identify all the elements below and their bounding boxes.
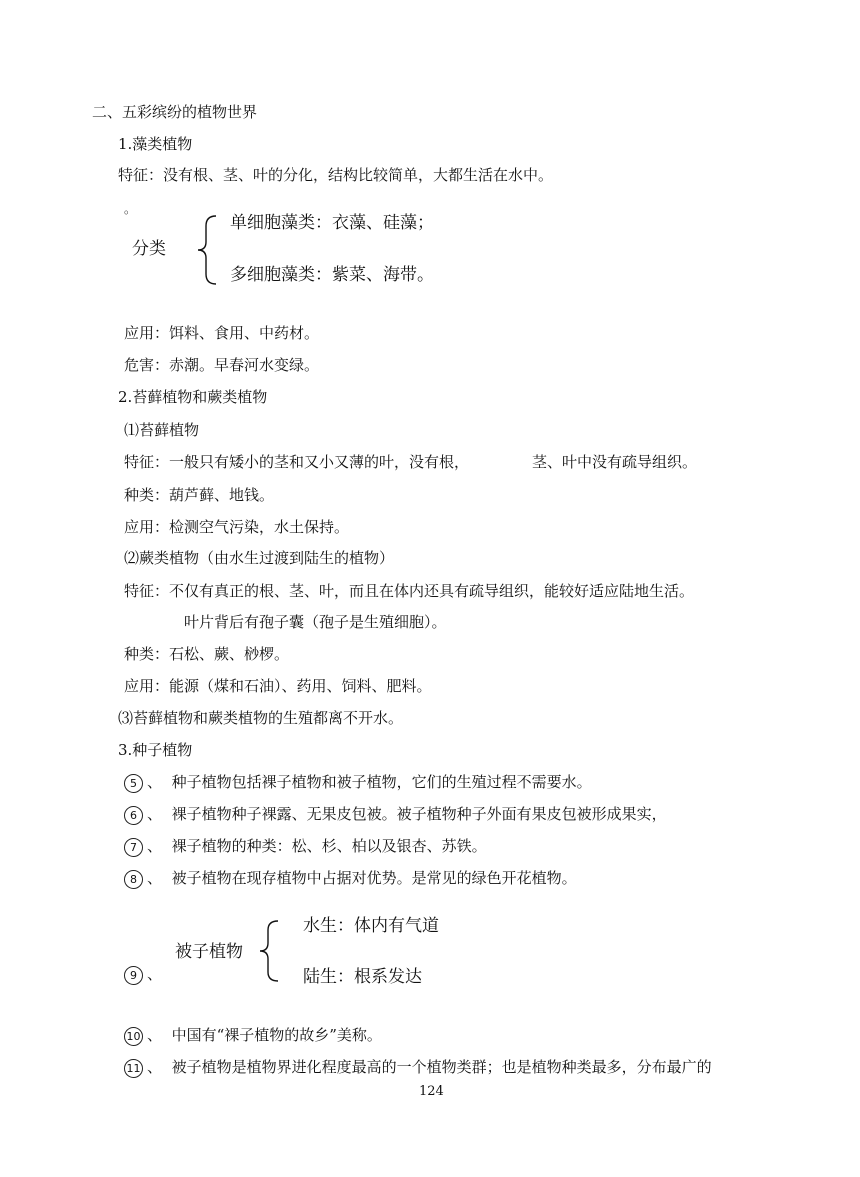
page-number: 124 (419, 1084, 444, 1099)
fern-feature: 特征：不仅有真正的根、茎、叶，而且在体内还具有疏导组织，能较好适应陆地生活。 (124, 582, 695, 600)
algae-feature: 特征：没有根、茎、叶的分化，结构比较简单，大都生活在水中。 (118, 166, 554, 184)
fern-kinds: 种类：石松、蕨、桫椤。 (124, 645, 290, 663)
moss-kinds: 种类：葫芦藓、地钱。 (124, 486, 275, 504)
fern-heading: ⑵蕨类植物（由水生过渡到陆生的植物） (124, 549, 395, 567)
algae-harm: 危害：赤潮。早春河水变绿。 (124, 356, 320, 374)
item-text: 种子植物包括裸子植物和被子植物，它们的生殖过程不需要水。 (171, 773, 592, 791)
list-item: 11 、 被子植物是植物界进化程度最高的一个植物类群；也是植物种类最多，分布最广的 (124, 1058, 712, 1078)
fern-feature-cont: 叶片背后有孢子囊（孢子是生殖细胞）。 (184, 613, 447, 631)
moss-feature-cont: 茎、叶中没有疏导组织。 (532, 453, 698, 471)
list-item: 6 、 裸子植物种子裸露、无果皮包被。被子植物种子外面有果皮包被形成果实， (124, 805, 667, 825)
classify-label: 分类 (132, 239, 166, 259)
habitat-brace (258, 919, 284, 983)
seed-heading: 3.种子植物 (118, 741, 193, 759)
class-multicellular: 多细胞藻类：紫菜、海带。 (230, 265, 434, 285)
circled-number: 10 (124, 1027, 143, 1046)
item-text: 裸子植物的种类：松、杉、柏以及银杏、苏铁。 (171, 837, 487, 855)
circled-number: 8 (124, 870, 143, 889)
item-text: 被子植物在现存植物中占据对优势。是常见的绿色开花植物。 (171, 869, 577, 887)
moss-heading: ⑴苔藓植物 (124, 421, 200, 439)
list-item-9: 9 、 (124, 965, 162, 985)
list-item: 7 、 裸子植物的种类：松、杉、柏以及银杏、苏铁。 (124, 837, 487, 857)
circled-number: 9 (124, 966, 143, 985)
list-item: 5 、 种子植物包括裸子植物和被子植物，它们的生殖过程不需要水。 (124, 773, 592, 793)
stray-dot: 。 (124, 202, 137, 216)
item-text: 被子植物是植物界进化程度最高的一个植物类群；也是植物种类最多，分布最广的 (171, 1058, 712, 1076)
reproduction-note: ⑶苔藓植物和蕨类植物的生殖都离不开水。 (118, 709, 404, 727)
angiosperm-label: 被子植物 (175, 942, 243, 962)
item-text: 裸子植物种子裸露、无果皮包被。被子植物种子外面有果皮包被形成果实， (171, 805, 667, 823)
terrestrial-habitat: 陆生：根系发达 (303, 967, 422, 987)
algae-heading: 1.藻类植物 (118, 135, 193, 153)
algae-application: 应用：饵料、食用、中药材。 (124, 324, 320, 342)
circled-number: 11 (124, 1059, 143, 1078)
moss-feature: 特征：一般只有矮小的茎和又小又薄的叶，没有根， (124, 453, 470, 471)
class-unicellular: 单细胞藻类：衣藻、硅藻； (230, 213, 434, 233)
circled-number: 5 (124, 774, 143, 793)
classify-brace (196, 214, 222, 286)
moss-application: 应用：检测空气污染，水土保持。 (124, 518, 350, 536)
circled-number: 6 (124, 806, 143, 825)
aquatic-habitat: 水生：体内有气道 (303, 916, 439, 936)
item-text: 中国有“裸子植物的故乡”美称。 (171, 1026, 382, 1044)
list-item: 8 、 被子植物在现存植物中占据对优势。是常见的绿色开花植物。 (124, 869, 577, 889)
moss-fern-heading: 2.苔藓植物和蕨类植物 (118, 388, 268, 406)
fern-application: 应用：能源（煤和石油）、药用、饲料、肥料。 (124, 677, 432, 695)
section-title: 二、五彩缤纷的植物世界 (92, 103, 258, 121)
list-item: 10 、 中国有“裸子植物的故乡”美称。 (124, 1026, 382, 1046)
circled-number: 7 (124, 838, 143, 857)
